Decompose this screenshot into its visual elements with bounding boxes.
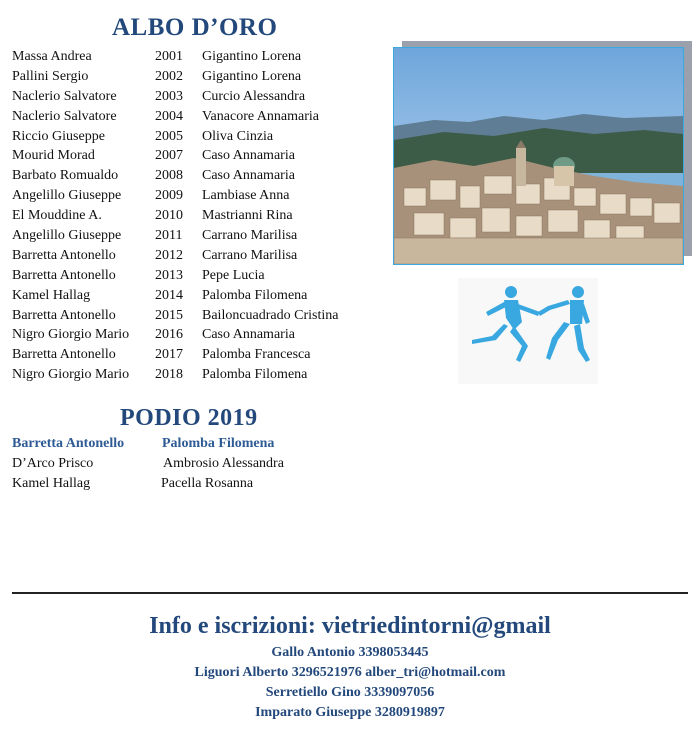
female-winner: Mastrianni Rina	[202, 208, 293, 224]
female-winner: Caso Annamaria	[202, 148, 295, 164]
podio-male: D’Arco Prisco	[12, 456, 94, 471]
podio-row-second	[12, 454, 332, 474]
female-winner: Gigantino Lorena	[202, 49, 302, 64]
contact-line: Serretiello Gino 3339097056	[265, 685, 435, 700]
male-winner: Barretta Antonello	[12, 247, 116, 263]
contact-line: Gallo Antonio 3398053445	[271, 645, 429, 660]
female-winner: Bailoncuadrado Cristina	[202, 307, 339, 323]
female-winner: Caso Annamaria	[202, 168, 295, 184]
male-winner: Barretta Antonello	[12, 267, 116, 283]
podio-female: Ambrosio Alessandra	[163, 456, 284, 471]
male-winner: Riccio Giuseppe	[12, 128, 105, 144]
female-winner: Gigantino Lorena	[202, 68, 302, 84]
male-winner: Barretta Antonello	[12, 307, 116, 323]
female-winner: Carrano Marilisa	[202, 247, 298, 263]
male-winner: Kamel Hallag	[12, 287, 91, 303]
info-title: Info e iscrizioni: vietriedintorni@gmail	[149, 613, 551, 639]
year: 2003	[155, 88, 183, 104]
albo-doro-title: ALBO D’ORO	[112, 14, 278, 41]
year: 2002	[155, 68, 183, 84]
male-winner: Nigro Giorgio Mario	[12, 367, 130, 383]
year: 2009	[155, 188, 183, 204]
contact-line: Imparato Giuseppe 3280919897	[255, 705, 445, 720]
year: 2007	[155, 148, 183, 164]
relay-runners-icon	[458, 278, 598, 384]
female-winner: Palomba Filomena	[202, 367, 308, 383]
year: 2001	[155, 49, 183, 64]
male-winner: Barretta Antonello	[12, 347, 116, 363]
female-winner: Palomba Filomena	[202, 287, 308, 303]
female-winner: Curcio Alessandra	[202, 88, 306, 104]
male-winner: Pallini Sergio	[12, 68, 89, 84]
podio-row-first	[12, 434, 332, 454]
male-winner: Barbato Romualdo	[12, 168, 119, 184]
year: 2011	[155, 228, 183, 244]
male-winner: Angelillo Giuseppe	[12, 228, 122, 244]
podio-title: PODIO 2019	[120, 405, 258, 431]
male-winner: Naclerio Salvatore	[12, 108, 117, 124]
year: 2014	[155, 287, 183, 303]
podio-female: Palomba Filomena	[162, 436, 275, 451]
year: 2010	[155, 208, 183, 224]
year: 2005	[155, 128, 183, 144]
male-winner: Mourid Morad	[12, 148, 95, 164]
female-winner: Lambiase Anna	[202, 188, 290, 204]
divider	[12, 592, 688, 594]
year: 2012	[155, 247, 183, 263]
year: 2004	[155, 108, 183, 124]
podio-male: Kamel Hallag	[12, 476, 91, 491]
podio-male: Barretta Antonello	[12, 436, 125, 451]
year: 2018	[155, 367, 183, 383]
runners-icon	[458, 278, 598, 384]
year: 2017	[155, 347, 183, 363]
year: 2013	[155, 267, 183, 283]
town-coast-illustration	[394, 48, 683, 264]
female-winner: Caso Annamaria	[202, 327, 295, 343]
male-winner: Angelillo Giuseppe	[12, 188, 122, 204]
year: 2015	[155, 307, 183, 323]
female-winner: Oliva Cinzia	[202, 128, 274, 144]
female-winner: Palomba Francesca	[202, 347, 311, 363]
female-winner: Vanacore Annamaria	[202, 108, 319, 124]
male-winner: El Mouddine A.	[12, 208, 102, 224]
year: 2008	[155, 168, 183, 184]
podio-female: Pacella Rosanna	[161, 476, 254, 491]
male-winner: Nigro Giorgio Mario	[12, 327, 130, 343]
podio-row-third	[12, 474, 332, 494]
male-winner: Naclerio Salvatore	[12, 88, 117, 104]
town-coast-photo	[393, 47, 684, 265]
female-winner: Carrano Marilisa	[202, 228, 298, 244]
male-winner: Massa Andrea	[12, 49, 92, 64]
contact-line: Liguori Alberto 3296521976 alber_tri@hotmail.com	[194, 665, 506, 680]
year: 2016	[155, 327, 183, 343]
female-winner: Pepe Lucia	[202, 267, 265, 283]
